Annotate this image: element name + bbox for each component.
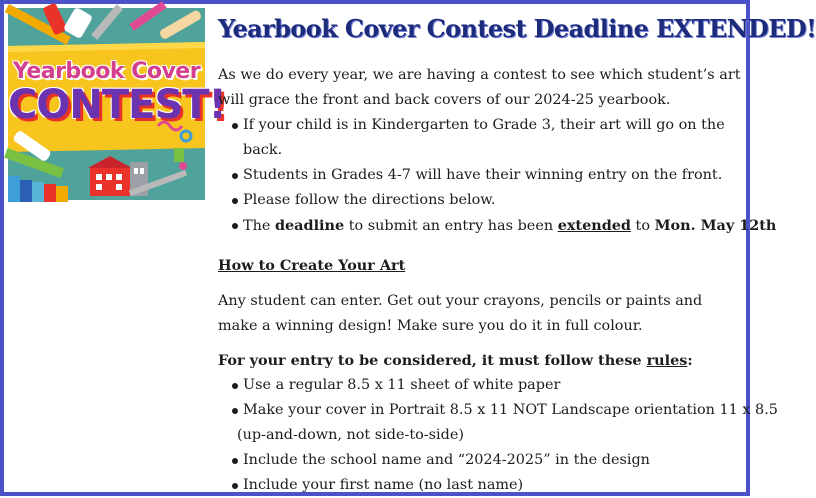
deadline-word: deadline <box>274 217 345 234</box>
deadline-bullet-item <box>218 213 777 239</box>
rule-item: Use a regular 8.5 x 11 sheet of white paper <box>218 373 742 398</box>
deadline-middle: to submit an entry has been <box>344 218 558 234</box>
section-body: Any student can enter. Get out your crayons, pencils or paints and make a winning design! Make sure you do it in full colour. <box>218 293 703 334</box>
contest-image <box>8 8 226 200</box>
rules-word: rules <box>646 352 688 369</box>
rules-heading <box>218 348 742 373</box>
intro-bullet-list <box>218 113 777 239</box>
rules-heading-suffix: : <box>687 352 693 369</box>
rule-item-orientation-line2: (up-and-down, not side-to-side) <box>237 427 464 443</box>
rules-list <box>218 373 778 498</box>
intro-bullet-item: If your child is in Kindergarten to Grade 3, their art will go on the back. <box>218 113 742 163</box>
intro-bullet-item: Please follow the directions below. <box>218 188 742 213</box>
contest-image-title-line2: CONTEST! <box>8 82 226 128</box>
intro-paragraph: As we do every year, we are having a contest to see which student’s art will grace the front and back covers of our 2024-25 yearbook. <box>218 67 741 108</box>
contest-image-title-line1: Yearbook Cover <box>12 59 201 84</box>
deadline-date: Mon. May 12th <box>654 217 777 234</box>
intro-bullet-item: Students in Grades 4-7 will have their winning entry on the front. <box>218 163 742 188</box>
section-heading: How to Create Your Art <box>218 257 406 274</box>
article-content <box>218 12 816 498</box>
rule-item: Include the school name and “2024-2025” in the design <box>218 448 742 473</box>
headline: Yearbook Cover Contest Deadline EXTENDED! <box>218 14 816 43</box>
rule-item-orientation-line1: Make your cover in Portrait 8.5 x 11 NOT Landscape orientation 11 x 8.5 <box>243 402 778 418</box>
rule-item: Include your first name (no last name) <box>218 473 742 498</box>
rules-heading-prefix: For your entry to be considered, it must follow these <box>218 352 647 369</box>
rule-item-orientation <box>218 398 778 448</box>
extended-word: extended <box>557 217 631 234</box>
deadline-to: to <box>630 218 655 234</box>
deadline-prefix: The <box>243 218 275 234</box>
